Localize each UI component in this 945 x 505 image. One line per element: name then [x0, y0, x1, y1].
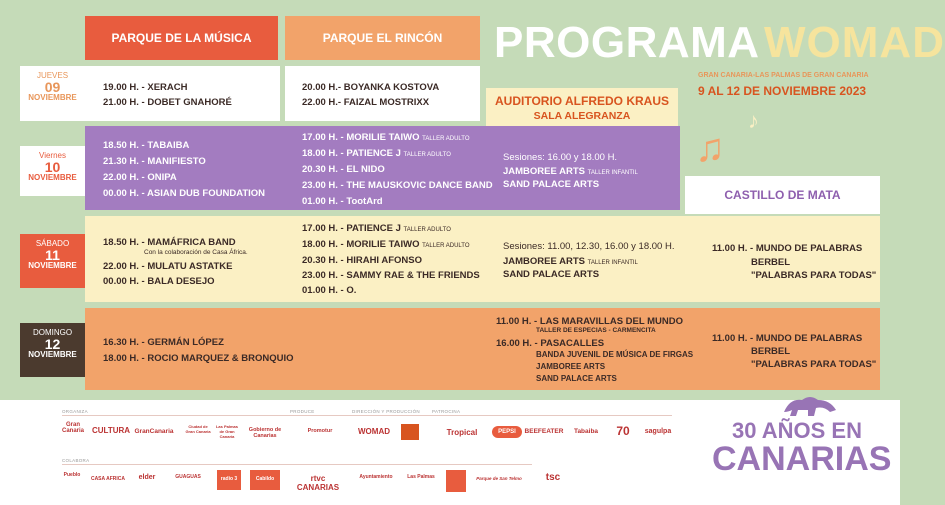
- list-item: [503, 256, 638, 267]
- parque-rincon-label: PARQUE EL RINCÓN: [322, 31, 443, 45]
- day-number: 10: [44, 159, 61, 175]
- section-label: COLABORA: [62, 458, 90, 463]
- workshop-note: TALLER ADULTO: [422, 136, 470, 142]
- slot-text: 17.00 H. - MORILIE TAIWO: [302, 132, 420, 143]
- music-note-small-icon: ♪: [748, 108, 759, 133]
- header-parque-rincon: [285, 16, 480, 60]
- sponsor-logo: Gobierno de Canarias: [248, 427, 282, 439]
- sponsor-logo: BEEFEATER: [524, 428, 564, 435]
- sponsor-logo: radio 3: [217, 470, 241, 490]
- lion-icon: [780, 392, 840, 420]
- workshop-note: TALLER ADULTO: [403, 152, 451, 158]
- list-item: SAND PALACE ARTS: [503, 179, 600, 190]
- list-item: 16.30 H. - GERMÁN LÓPEZ: [103, 337, 224, 348]
- day-sunday: [20, 323, 85, 377]
- anniversary-line2: CANARIAS: [712, 440, 892, 478]
- slot-text: 18.00 H. - PATIENCE J: [302, 148, 401, 159]
- shield-icon: [446, 470, 466, 492]
- list-item: 00.00 H. - ASIAN DUB FOUNDATION: [103, 188, 266, 199]
- day-month: NOVIEMBRE: [28, 173, 77, 182]
- sponsor-logo: Promotur: [307, 428, 333, 434]
- list-item: TALLER DE ESPECIAS - CARMENCITA: [536, 327, 656, 334]
- workshop-note: TALLER INFANTIL: [587, 260, 638, 266]
- anniversary-line1: 30 AÑOS EN: [731, 418, 862, 443]
- music-note-icon: ♫: [695, 126, 725, 170]
- list-item: 20.30 H. - HIRAHI AFONSO: [302, 255, 423, 266]
- auditorio-header: [486, 88, 678, 130]
- sponsor-logo: 70: [616, 424, 630, 438]
- castillo-name: CASTILLO DE MATA: [724, 188, 841, 202]
- title-location: GRAN CANARIA-LAS PALMAS DE GRAN CANARIA: [698, 72, 869, 79]
- list-item: [503, 166, 638, 177]
- sponsor-logo: GranCanaria: [134, 428, 174, 435]
- sponsor-logo: elder: [138, 474, 156, 481]
- sponsors-footer: [0, 400, 900, 505]
- list-item: BERBEL: [751, 346, 791, 357]
- sponsor-logo: Cabildo: [250, 470, 280, 490]
- sponsor-logo: tsc: [545, 472, 561, 483]
- sponsor-logo: Ayuntamiento: [359, 474, 393, 480]
- auditorio-sala: SALA ALEGRANZA: [533, 110, 631, 122]
- sponsor-logo: Las Palmas: [407, 474, 435, 480]
- list-item: 20.30 H. - EL NIDO: [302, 164, 385, 175]
- sponsor-logo: rtvc CANARIAS: [296, 474, 340, 492]
- sponsor-logo: Tropical: [446, 428, 478, 437]
- slot-text: JAMBOREE ARTS: [503, 256, 585, 267]
- slot-text: JAMBOREE ARTS: [503, 166, 585, 177]
- day-friday: [20, 146, 85, 196]
- list-item: 18.50 H. - TABAIBA: [103, 140, 190, 151]
- list-item: SAND PALACE ARTS: [536, 374, 617, 383]
- list-item: BANDA JUVENIL DE MÚSICA DE FIRGAS: [536, 350, 694, 359]
- list-item: 21.00 H. - DOBET GNAHORÉ: [103, 97, 232, 108]
- parque-musica-label: PARQUE DE LA MÚSICA: [111, 31, 252, 45]
- list-item: 01.00 H. - TootArd: [302, 196, 383, 207]
- list-item: JAMBOREE ARTS: [536, 362, 606, 371]
- workshop-note: TALLER INFANTIL: [587, 170, 638, 176]
- day-number: 09: [44, 79, 61, 95]
- sponsor-logo: PEPSI: [492, 426, 522, 438]
- header-parque-musica: [85, 16, 278, 60]
- lion-shape: [780, 392, 840, 420]
- day-saturday: [20, 234, 85, 288]
- slot-text: 18.00 H. - MORILIE TAIWO: [302, 239, 420, 250]
- section-label: PATROCINA: [432, 409, 461, 414]
- list-item: SAND PALACE ARTS: [503, 269, 600, 280]
- divider: [62, 415, 672, 416]
- day-month: NOVIEMBRE: [28, 93, 77, 102]
- list-item: 01.00 H. - O.: [302, 285, 357, 296]
- list-item: 00.00 H. - BALA DESEJO: [103, 276, 215, 287]
- workshop-note: TALLER ADULTO: [403, 227, 451, 233]
- list-item: 11.00 H. - LAS MARAVILLAS DEL MUNDO: [496, 316, 684, 327]
- day-name: SÁBADO: [35, 239, 70, 248]
- sponsor-logo: Ciudad de Gran Canaria: [185, 424, 211, 434]
- title-dates: 9 AL 12 DE NOVIEMBRE 2023: [698, 84, 867, 98]
- sponsor-logo: Las Palmas de Gran Canaria: [215, 424, 238, 439]
- list-item: 11.00 H. - MUNDO DE PALABRAS: [712, 333, 863, 344]
- list-item: 23.00 H. - THE MAUSKOVIC DANCE BAND: [302, 180, 493, 191]
- list-item: "PALABRAS PARA TODAS": [751, 270, 877, 281]
- slot-text: 17.00 H. - PATIENCE J: [302, 223, 401, 234]
- castillo-header: [685, 176, 880, 214]
- workshop-note: TALLER ADULTO: [422, 243, 470, 249]
- day-name: DOMINGO: [32, 328, 73, 337]
- list-item: [302, 148, 451, 159]
- sponsor-logo: Parque de San Telmo: [476, 476, 522, 481]
- list-item: "PALABRAS PARA TODAS": [751, 359, 877, 370]
- section-label: PRODUCE: [290, 409, 315, 414]
- divider: [62, 464, 532, 465]
- event-note: Con la colaboración de Casa África.: [144, 249, 248, 256]
- section-label: ORGANIZA: [62, 409, 88, 414]
- day-number: 11: [45, 247, 60, 263]
- title-programa: PROGRAMA: [494, 18, 760, 67]
- list-item: Sesiones: 11.00, 12.30, 16.00 y 18.00 H.: [503, 241, 675, 252]
- day-number: 12: [44, 336, 61, 352]
- list-item: 11.00 H. - MUNDO DE PALABRAS: [712, 243, 863, 254]
- list-item: [302, 132, 470, 143]
- day-name: JUEVES: [36, 71, 69, 80]
- list-item: 16.00 H. - PASACALLES: [496, 338, 605, 349]
- sponsor-logo: GUAGUAS: [175, 474, 201, 480]
- list-item: [302, 239, 470, 250]
- sponsor-logo: CASA AFRICA: [90, 476, 126, 482]
- sponsor-logo: sagulpa: [644, 428, 672, 435]
- anniversary-text: [712, 418, 892, 478]
- flag-icon: [401, 424, 419, 440]
- list-item: 20.00 H.- BOYANKA KOSTOVA: [302, 82, 440, 93]
- thursday-divider: [280, 66, 285, 121]
- list-item: 18.50 H. - MAMÁFRICA BAND: [103, 237, 236, 248]
- title-womad: WOMAD: [764, 18, 945, 67]
- list-item: 23.00 H. - SAMMY RAE & THE FRIENDS: [302, 270, 480, 281]
- list-item: 22.00 H. - MULATU ASTATKE: [103, 261, 233, 272]
- auditorio-name: AUDITORIO ALFREDO KRAUS: [495, 94, 669, 108]
- sponsor-logo: WOMAD: [358, 427, 390, 436]
- day-name: Viernes: [39, 151, 66, 160]
- list-item: 19.00 H. - XERACH: [103, 82, 188, 93]
- list-item: Sesiones: 16.00 y 18.00 H.: [503, 152, 618, 163]
- sponsor-logo: CULTURA: [92, 426, 131, 435]
- list-item: [302, 223, 451, 234]
- sponsor-logo: Pueblo: [63, 472, 81, 478]
- day-thursday: [20, 66, 85, 121]
- page-title: [494, 18, 945, 74]
- sponsor-logo: Tabaiba: [573, 428, 599, 435]
- list-item: BERBEL: [751, 257, 791, 268]
- list-item: 22.00 H. - ONIPA: [103, 172, 177, 183]
- section-label: DIRECCIÓN Y PRODUCCIÓN: [352, 409, 420, 414]
- list-item: 18.00 H. - ROCIO MARQUEZ & BRONQUIO: [103, 353, 294, 364]
- sponsor-logo: Gran Canaria: [61, 422, 84, 434]
- day-month: NOVIEMBRE: [28, 350, 77, 359]
- day-month: NOVIEMBRE: [28, 261, 77, 270]
- list-item: 22.00 H.- FAIZAL MOSTRIXX: [302, 97, 430, 108]
- list-item: 21.30 H. - MANIFIESTO: [103, 156, 206, 167]
